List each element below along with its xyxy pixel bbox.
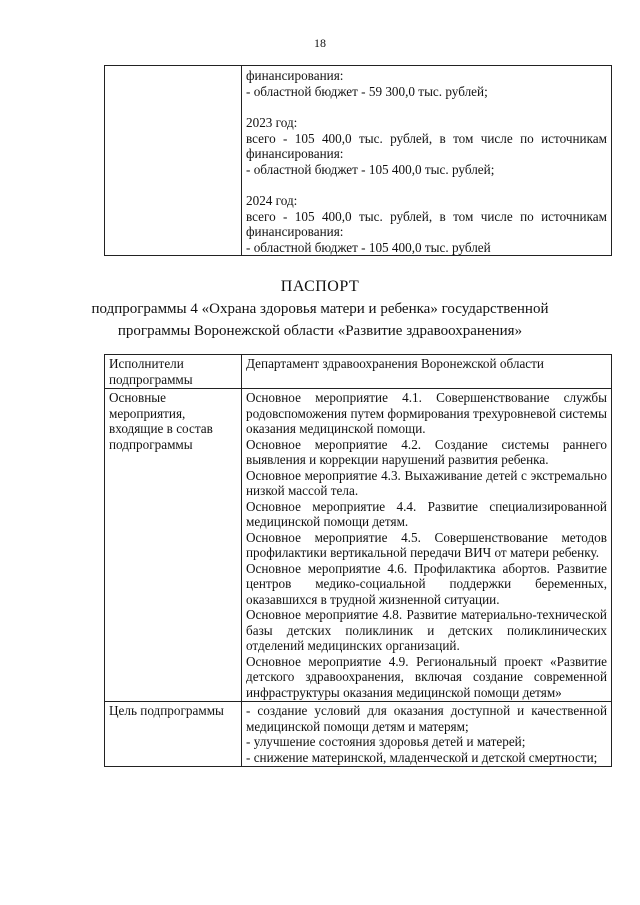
table-row: [105, 702, 612, 767]
funding-cell: [242, 66, 612, 256]
goal-item: - улучшение состояния здоровья детей и матерей;: [246, 734, 526, 749]
activity-item: Основное мероприятие 4.9. Региональный проект «Развитие детского здравоохранения, включая создание современной инфраструктуры оказания медицинской помощи детям»: [246, 653, 607, 700]
table-row: [105, 389, 612, 702]
passport-subtitle-line-2: программы Воронежской области «Развитие здравоохранения»: [117, 323, 523, 339]
activity-item: Основное мероприятие 4.6. Профилактика абортов. Развитие центров медико-социальной поддержки беременных, оказавшихся в трудной жизненной ситуации.: [246, 560, 607, 607]
goal-list: [242, 702, 612, 767]
funding-total: всего - 105 400,0 тыс. рублей, в том числе по источникам финансирования:: [246, 130, 607, 161]
table-row: [105, 355, 612, 389]
goal-item: - снижение материнской, младенческой и детской смертности;: [246, 749, 598, 765]
passport-subtitle-line-1: подпрограммы 4 «Охрана здоровья матери и ребенка» государственной: [91, 301, 549, 317]
goal-item: - создание условий для оказания доступной и качественной медицинской помощи детям и матерям;: [246, 703, 607, 734]
funding-regional: - областной бюджет - 105 400,0 тыс. рублей: [246, 239, 491, 255]
executors-value: Департамент здравоохранения Воронежской области: [242, 355, 612, 389]
funding-continuation-table: [104, 65, 612, 256]
activity-item: Основное мероприятие 4.1. Совершенствование службы родовспоможения путем формирования трехуровневой системы оказания медицинской помощи.: [246, 390, 607, 436]
activity-item: Основное мероприятие 4.3. Выхаживание детей с экстремально низкой массой тела.: [246, 467, 607, 498]
activity-item: Основное мероприятие 4.5. Совершенствование методов профилактики вертикальной передачи ВИЧ от матери ребенку.: [246, 529, 607, 560]
funding-regional: - областной бюджет - 105 400,0 тыс. рублей;: [246, 161, 495, 177]
empty-label-cell: [105, 66, 242, 256]
funding-total: всего - 105 400,0 тыс. рублей, в том числе по источникам финансирования:: [246, 208, 607, 239]
activities-label: Основные мероприятия, входящие в состав подпрограммы: [105, 389, 242, 702]
activity-item: Основное мероприятие 4.8. Развитие материально-технической базы детских поликлиник и детских поликлинических отделений медицинских организаций.: [246, 607, 607, 653]
passport-table: [104, 354, 612, 767]
activity-item: Основное мероприятие 4.2. Создание системы раннего выявления и коррекции нарушений развития ребенка.: [246, 436, 607, 467]
executors-label: Исполнители подпрограммы: [105, 355, 242, 389]
activities-list: [242, 389, 612, 702]
passport-heading: [0, 276, 640, 342]
goal-label: Цель подпрограммы: [105, 702, 242, 767]
passport-title: ПАСПОРТ: [280, 278, 360, 295]
page-number: 18: [314, 36, 326, 50]
funding-year: 2023 год:: [246, 115, 298, 130]
table-row: [105, 66, 612, 256]
funding-line: - областной бюджет - 59 300,0 тыс. рублей;: [246, 83, 488, 99]
funding-year: 2024 год:: [246, 193, 298, 208]
funding-line: финансирования:: [246, 68, 344, 83]
activity-item: Основное мероприятие 4.4. Развитие специализированной медицинской помощи детям.: [246, 498, 607, 529]
